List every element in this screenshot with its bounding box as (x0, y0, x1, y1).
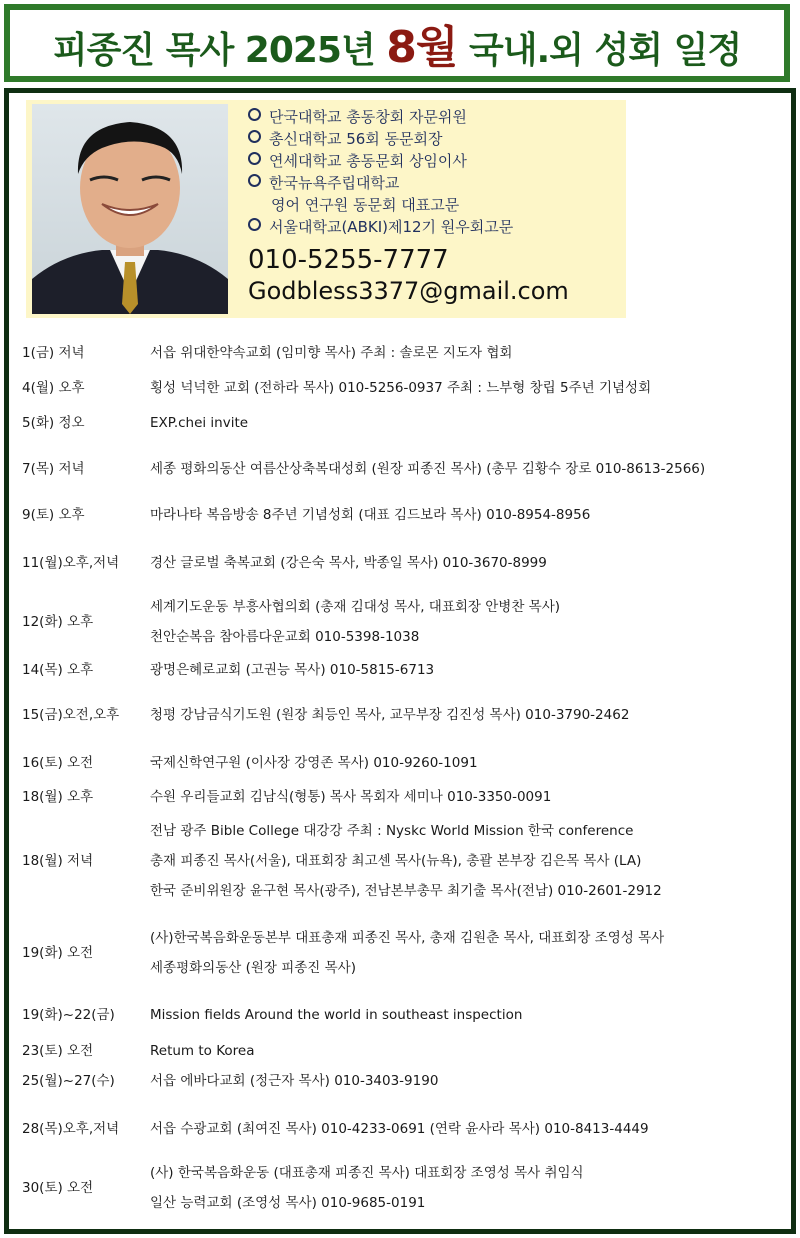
title-suffix: 국내.외 성회 일정 (457, 30, 742, 71)
event-line: (사) 한국복음화운동 (대표총재 피종진 목사) 대표회장 조영성 목사 취임식 (150, 1165, 584, 1181)
schedule-event (150, 500, 590, 530)
event-line: 서읍 수광교회 (최여진 목사) 010-4233-0691 (연락 윤사라 목사) 010-8413-4449 (150, 1121, 649, 1137)
schedule-event (150, 700, 629, 730)
schedule-event (150, 748, 478, 778)
event-line: 세종평화의동산 (원장 피종진 목사) (150, 960, 356, 976)
schedule-row (22, 338, 782, 368)
profile-card (26, 100, 626, 318)
schedule-date: 18(월) 저녁 (22, 853, 94, 869)
event-line: 경산 글로벌 축복교회 (강은숙 목사, 박종일 목사) 010-3670-8999 (150, 555, 547, 571)
event-line: 마라나타 복음방송 8주년 기념성회 (대표 김드보라 목사) 010-8954-8956 (150, 507, 591, 523)
event-line: 횡성 넉넉한 교회 (전하라 목사) 010-5256-0937 주최 : 느부형 창립 5주년 기념성회 (150, 380, 652, 396)
schedule-row (22, 373, 782, 403)
schedule-row (22, 1036, 782, 1066)
credential-item: 단국대학교 총동창회 자문위원 (248, 106, 618, 128)
schedule-date: 19(화)~22(금) (22, 1007, 115, 1023)
schedule-date: 12(화) 오후 (22, 614, 94, 630)
credential-item: 연세대학교 총동문회 상임이사 (248, 150, 618, 172)
schedule-row (22, 548, 782, 578)
schedule-row (22, 1114, 782, 1144)
schedule-row (22, 748, 782, 778)
schedule-event (150, 1000, 522, 1030)
event-line: EXP.chei invite (150, 415, 249, 431)
schedule-date: 14(목) 오후 (22, 662, 94, 678)
schedule-date: 1(금) 저녁 (22, 345, 85, 361)
schedule-date: 15(금)오전,오후 (22, 707, 120, 723)
schedule-date: 7(목) 저녁 (22, 461, 85, 477)
schedule-event (150, 373, 651, 403)
schedule-row (22, 1158, 782, 1218)
schedule-row (22, 1000, 782, 1030)
event-line: Mission fields Around the world in southeast inspection (150, 1007, 523, 1023)
schedule-row (22, 923, 782, 983)
portrait-illustration (32, 104, 228, 314)
profile-photo (32, 104, 228, 314)
event-line: (사)한국복음화운동본부 대표총재 피종진 목사, 총재 김원춘 목사, 대표회장 조영성 목사 (150, 930, 665, 946)
title-prefix: 피종진 목사 2025년 (52, 30, 387, 71)
schedule-row (22, 500, 782, 530)
page-title (53, 11, 741, 75)
schedule-event (150, 923, 664, 983)
credential-item: 총신대학교 56회 동문회장 (248, 128, 618, 150)
title-month: 8월 (386, 22, 458, 73)
schedule-row (22, 1066, 782, 1096)
event-line: 수원 우리들교회 김남식(형통) 목사 목회자 세미나 010-3350-0091 (150, 789, 552, 805)
schedule-row (22, 700, 782, 730)
event-line: Retum to Korea (150, 1043, 255, 1059)
event-line: 세종 평화의동산 여름산상축복대성회 (원장 피종진 목사) (총무 김황수 장로 010-8613-2566) (150, 461, 706, 477)
schedule-row (22, 782, 782, 812)
schedule-row (22, 816, 782, 906)
schedule-date: 30(토) 오전 (22, 1180, 94, 1196)
event-line: 청평 강남금식기도원 (원장 최등인 목사, 교무부장 김진성 목사) 010-3790-2462 (150, 707, 630, 723)
event-line: 일산 능력교회 (조영성 목사) 010-9685-0191 (150, 1195, 426, 1211)
schedule-event (150, 1158, 584, 1218)
event-line: 국제신학연구원 (이사장 강영존 목사) 010-9260-1091 (150, 755, 478, 771)
schedule-event (150, 338, 512, 368)
schedule-event (150, 655, 434, 685)
credential-item-continued: 영어 연구원 동문회 대표고문 (271, 196, 460, 214)
bullet-circle-icon (248, 130, 261, 143)
event-line: 세계기도운동 부흥사협의회 (총재 김대성 목사, 대표회장 안병찬 목사) (150, 599, 561, 615)
schedule-event (150, 1066, 438, 1096)
schedule-date: 4(월) 오후 (22, 380, 85, 396)
schedule-event (150, 782, 551, 812)
schedule-row (22, 655, 782, 685)
schedule-event (150, 1114, 649, 1144)
schedule-event (150, 548, 547, 578)
event-line: 총재 피종진 목사(서울), 대표회장 최고센 목사(뉴욕), 총괄 본부장 김은목 목사 (LA) (150, 853, 642, 869)
schedule-date: 18(월) 오후 (22, 789, 94, 805)
schedule-date: 19(화) 오전 (22, 945, 94, 961)
event-line: 천안순복음 참아름다운교회 010-5398-1038 (150, 629, 420, 645)
schedule-date: 28(목)오후,저녁 (22, 1121, 120, 1137)
bullet-circle-icon (248, 108, 261, 121)
schedule-event (150, 1036, 255, 1066)
bullet-circle-icon (248, 218, 261, 231)
email-address: Godbless3377@gmail.com (248, 277, 569, 305)
event-line: 전남 광주 Bible College 대강강 주최 : Nyskc World Mission 한국 conference (150, 823, 634, 839)
event-line: 광명은혜로교회 (고권능 목사) 010-5815-6713 (150, 662, 435, 678)
profile-info (248, 106, 618, 306)
bullet-circle-icon (248, 174, 261, 187)
credential-item: 한국뉴욕주립대학교 (248, 172, 618, 194)
event-line: 한국 준비위원장 윤구현 목사(광주), 전남본부총무 최기출 목사(전남) 010-2601-2912 (150, 883, 662, 899)
schedule-row (22, 454, 782, 484)
schedule-date: 11(월)오후,저녁 (22, 555, 120, 571)
schedule-row (22, 592, 782, 652)
event-line: 서읍 에바다교회 (정근자 목사) 010-3403-9190 (150, 1073, 439, 1089)
phone-number: 010-5255-7777 (248, 245, 449, 275)
schedule-event (150, 454, 705, 484)
schedule-date: 9(토) 오후 (22, 507, 85, 523)
schedule-event (150, 592, 560, 652)
schedule-date: 23(토) 오전 (22, 1043, 94, 1059)
bullet-circle-icon (248, 152, 261, 165)
schedule-event (150, 408, 248, 438)
title-banner (4, 4, 790, 82)
schedule-date: 5(화) 정오 (22, 415, 85, 431)
schedule-date: 25(월)~27(수) (22, 1073, 115, 1089)
event-line: 서읍 위대한약속교회 (임미향 목사) 주최 : 솔로몬 지도자 협회 (150, 345, 513, 361)
schedule-row (22, 408, 782, 438)
schedule-event (150, 816, 662, 906)
credential-item: 서울대학교(ABKI)제12기 원우회고문 (248, 216, 618, 238)
schedule-date: 16(토) 오전 (22, 755, 94, 771)
